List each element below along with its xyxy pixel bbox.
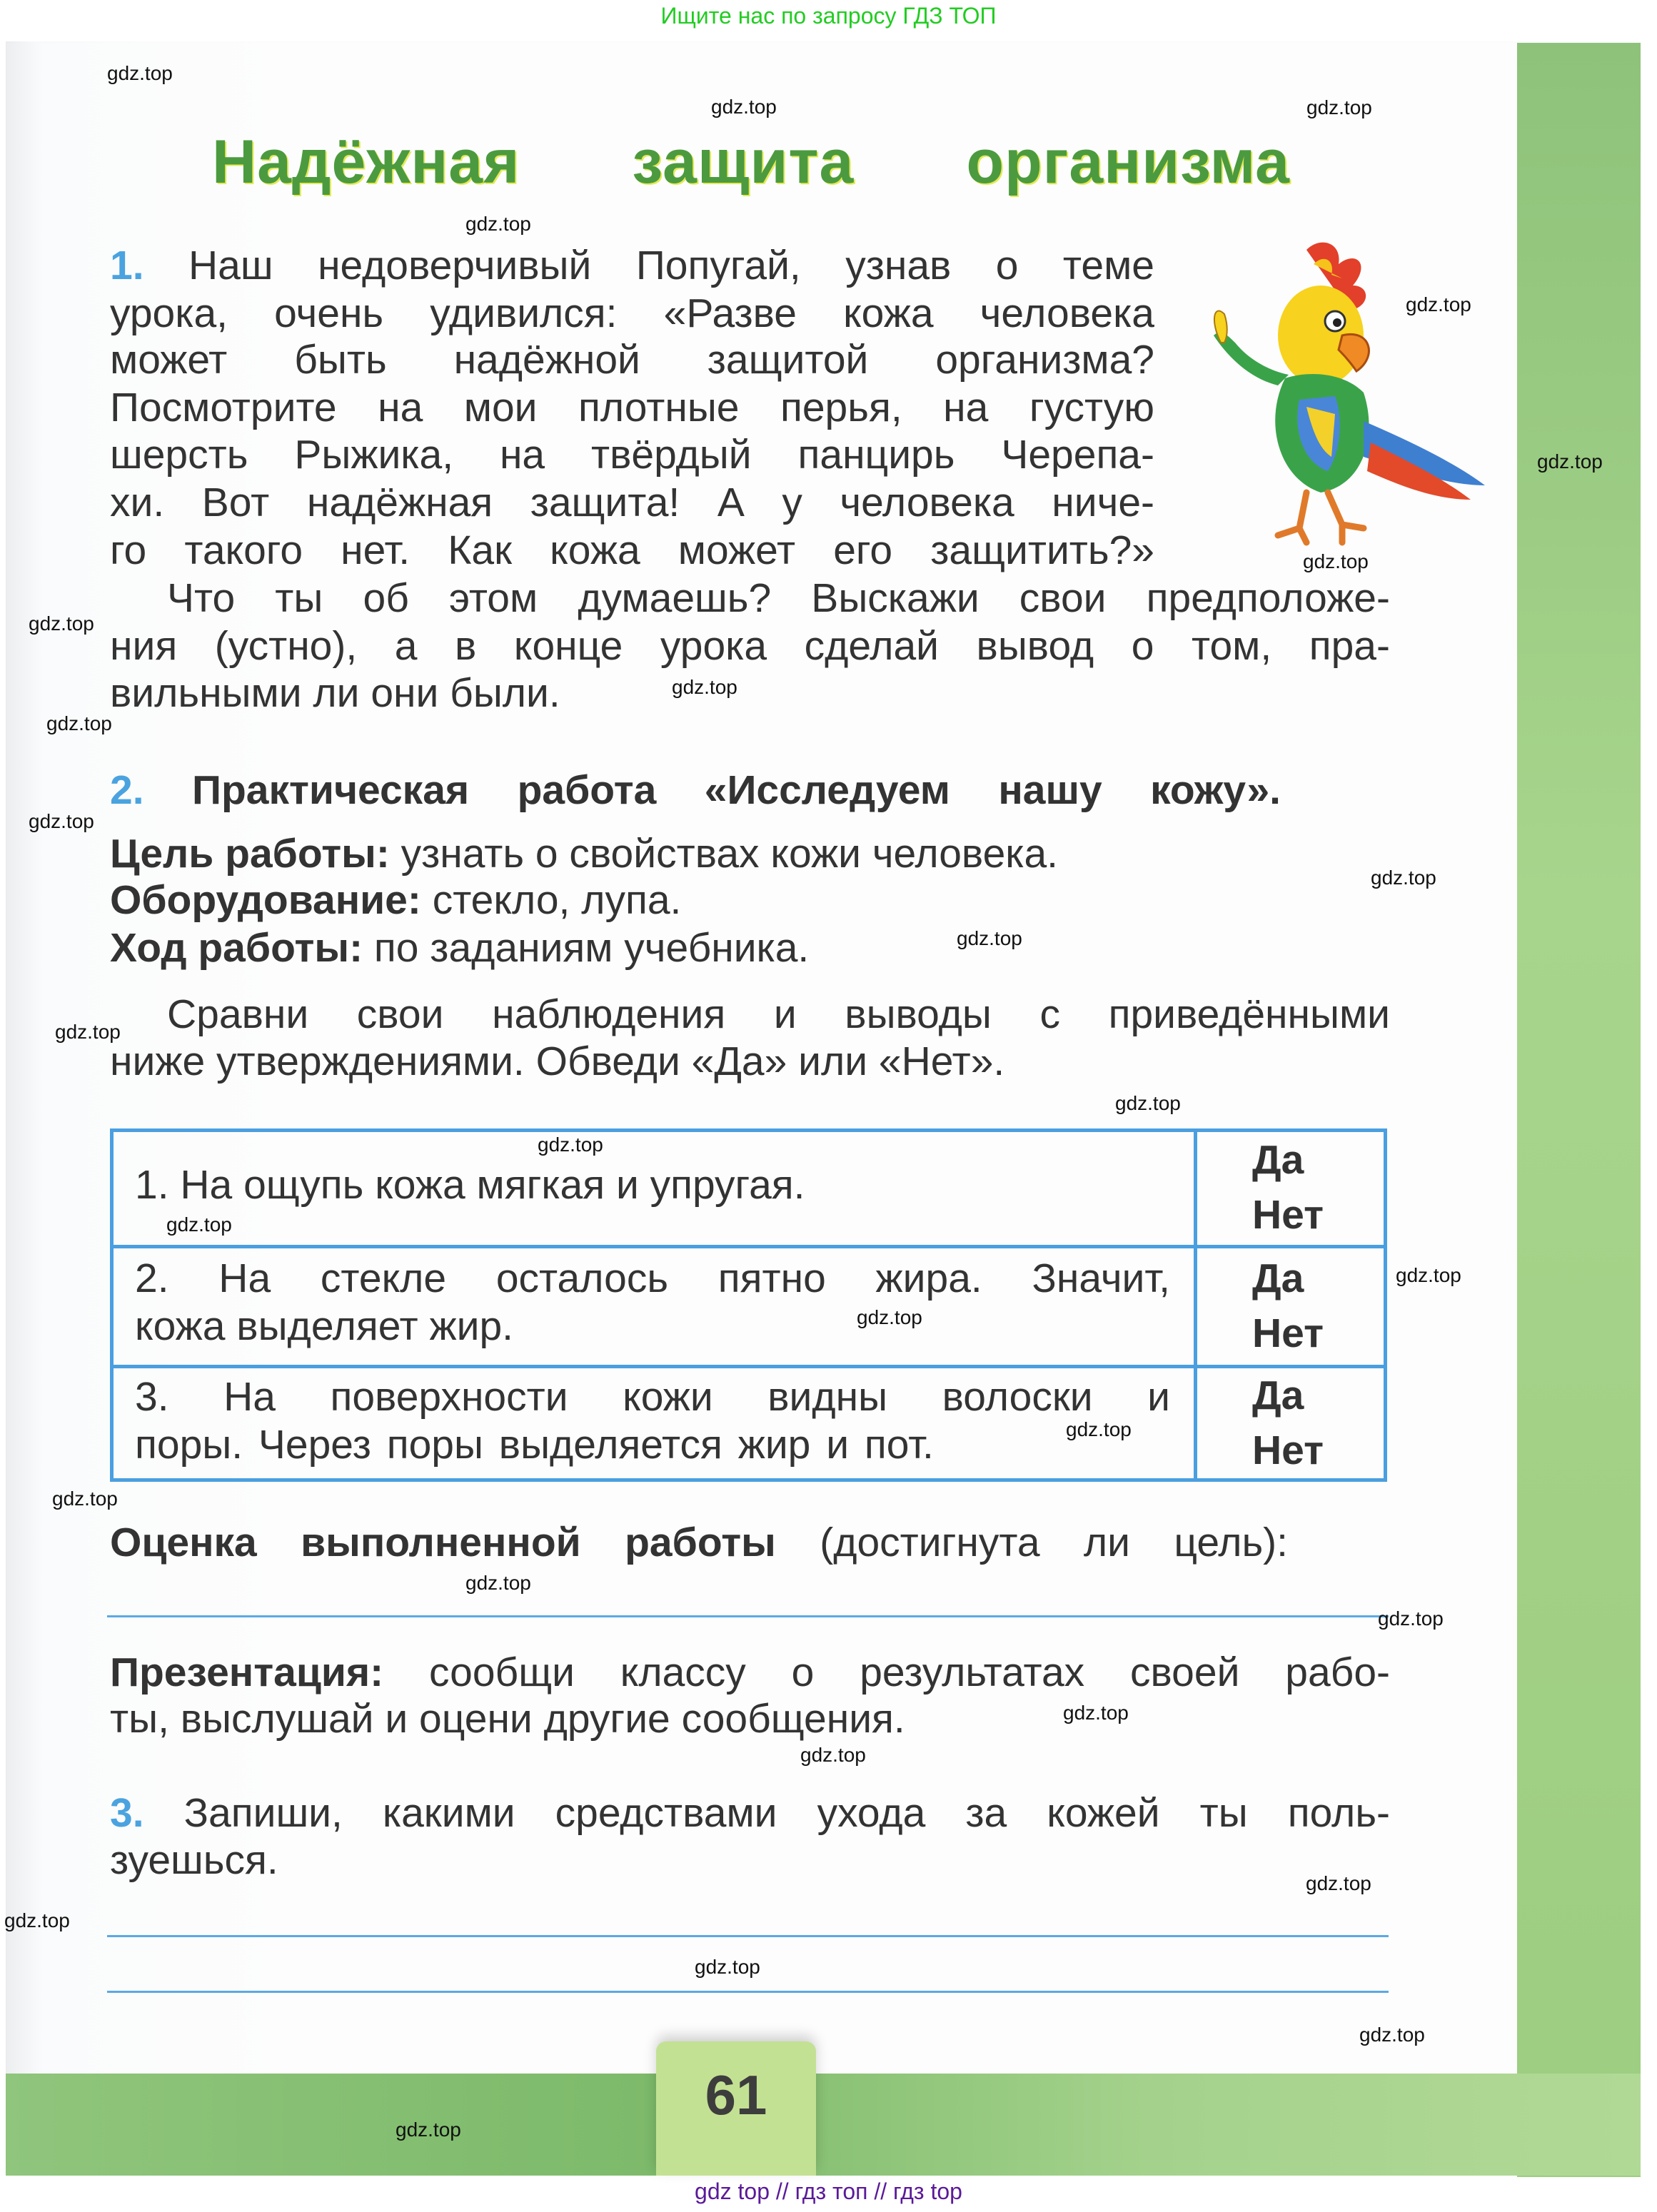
watermark: gdz.top — [1066, 1418, 1132, 1440]
task1-line-1: 1. Наш недоверчивый Попугай, узнав о теме — [110, 243, 1154, 288]
table-row-2-text: кожа выделяет жир. — [135, 1303, 514, 1349]
watermark: gdz.top — [55, 1021, 121, 1043]
statements-table — [110, 1128, 1387, 1482]
task1-line: урока, очень удивился: «Разве кожа человека — [110, 291, 1154, 336]
task1-line: го такого нет. Как кожа может его защитить?» — [110, 527, 1154, 573]
task2-goal: Цель работы: узнать о свойствах кожи человека. — [110, 831, 1058, 877]
watermark: gdz.top — [538, 1133, 603, 1156]
watermark: gdz.top — [1306, 1872, 1371, 1894]
task3-answer-line[interactable] — [107, 1991, 1389, 1993]
task2-procedure: Ход работы: по заданиям учебника. — [110, 925, 810, 971]
task1-line: ния (устно), а в конце урока сделай вывод о том, пра- — [110, 623, 1390, 669]
watermark: gdz.top — [46, 712, 112, 734]
page-title: Надёжная защита организма — [212, 128, 1290, 196]
watermark: gdz.top — [52, 1488, 118, 1510]
watermark: gdz.top — [29, 810, 94, 832]
watermark: gdz.top — [1063, 1702, 1129, 1724]
task2-equipment: Оборудование: стекло, лупа. — [110, 877, 682, 923]
green-margin-bottom — [6, 2074, 1641, 2176]
presentation-line: Презентация: сообщи классу о результатах своей рабо- — [110, 1650, 1390, 1695]
watermark: gdz.top — [672, 676, 737, 698]
table-column-divider — [1194, 1132, 1197, 1478]
top-banner[interactable]: Ищите нас по запросу ГДЗ ТОП — [660, 3, 997, 29]
watermark: gdz.top — [396, 2118, 461, 2141]
compare-line: ниже утверждениями. Обведи «Да» или «Нет». — [110, 1039, 1005, 1084]
watermark: gdz.top — [166, 1213, 232, 1236]
watermark: gdz.top — [800, 1744, 866, 1766]
task2-heading: 2. Практическая работа «Исследуем нашу кожу». — [110, 767, 1281, 813]
answer-no[interactable]: Нет — [1252, 1310, 1324, 1356]
watermark: gdz.top — [29, 612, 94, 635]
watermark: gdz.top — [695, 1956, 760, 1978]
task1-line: Посмотрите на мои плотные перья, на густую — [110, 385, 1154, 430]
parrot-illustration — [1199, 236, 1499, 571]
table-row-3-text: 3. На поверхности кожи видны волоски и — [135, 1374, 1170, 1420]
table-row-1-text: 1. На ощупь кожа мягкая и упругая. — [135, 1162, 805, 1208]
presentation-line: ты, выслушай и оцени другие сообщения. — [110, 1696, 905, 1742]
task3-line: зуешься. — [110, 1837, 278, 1883]
task1-line: может быть надёжной защитой организма? — [110, 337, 1154, 383]
watermark: gdz.top — [4, 1909, 70, 1931]
watermark: gdz.top — [1396, 1264, 1461, 1286]
watermark: gdz.top — [1537, 450, 1603, 473]
table-row-2-text: 2. На стекле осталось пятно жира. Значит, — [135, 1256, 1170, 1301]
task3-answer-line[interactable] — [107, 1935, 1389, 1937]
task1-line: Что ты об этом думаешь? Выскажи свои предположе- — [167, 575, 1390, 621]
green-margin-right — [1517, 43, 1641, 2177]
footer-links[interactable]: gdz top // гдз топ // гдз top — [695, 2178, 962, 2204]
watermark: gdz.top — [711, 96, 777, 118]
answer-yes[interactable]: Да — [1252, 1137, 1304, 1183]
watermark: gdz.top — [1115, 1092, 1181, 1114]
answer-no[interactable]: Нет — [1252, 1428, 1324, 1473]
watermark: gdz.top — [465, 1572, 531, 1594]
answer-no[interactable]: Нет — [1252, 1192, 1324, 1238]
task1-line: шерсть Рыжика, на твёрдый панцирь Черепа- — [110, 432, 1154, 478]
page-number: 61 — [705, 2064, 767, 2126]
compare-line: Сравни свои наблюдения и выводы с приведёнными — [167, 991, 1390, 1037]
task3-line: 3. Запиши, какими средствами ухода за кожей ты поль- — [110, 1790, 1390, 1836]
watermark: gdz.top — [1406, 293, 1471, 315]
watermark: gdz.top — [1303, 550, 1369, 572]
task1-line: вильными ли они были. — [110, 670, 560, 716]
answer-yes[interactable]: Да — [1252, 1256, 1304, 1301]
evaluation-answer-line[interactable] — [107, 1615, 1389, 1617]
watermark: gdz.top — [1371, 867, 1436, 889]
watermark: gdz.top — [1378, 1607, 1444, 1630]
answer-yes[interactable]: Да — [1252, 1373, 1304, 1418]
watermark: gdz.top — [107, 62, 173, 84]
task1-line: хи. Вот надёжная защита! А у человека ниче- — [110, 480, 1154, 525]
evaluation-line: Оценка выполненной работы (достигнута ли цель): — [110, 1520, 1288, 1565]
watermark: gdz.top — [1359, 2024, 1425, 2046]
watermark: gdz.top — [465, 213, 531, 235]
watermark: gdz.top — [1306, 96, 1372, 118]
watermark: gdz.top — [957, 927, 1022, 949]
table-row-3-text: поры. Через поры выделяется жир и пот. — [135, 1422, 934, 1468]
watermark: gdz.top — [857, 1306, 922, 1328]
task1-number: 1. — [110, 243, 144, 288]
